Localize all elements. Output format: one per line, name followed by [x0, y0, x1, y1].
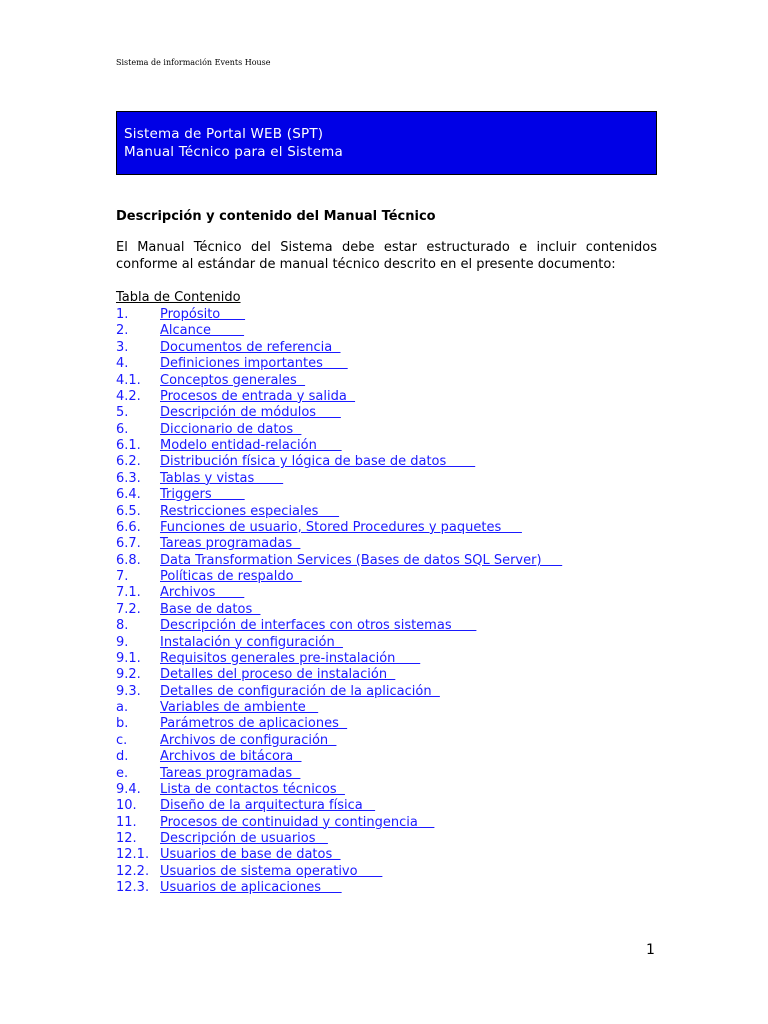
toc-item-label: Tareas programadas	[160, 765, 301, 781]
toc-link[interactable]	[116, 389, 355, 404]
toc-item-number: 7.	[116, 569, 129, 584]
toc-link[interactable]	[116, 733, 336, 748]
toc-link[interactable]	[116, 356, 348, 371]
toc-link[interactable]	[116, 651, 420, 666]
toc-item	[116, 569, 562, 585]
toc-link[interactable]	[116, 536, 300, 551]
table-of-contents	[116, 307, 562, 897]
title-box	[116, 111, 657, 175]
toc-item-number: 7.1.	[116, 585, 141, 601]
toc-item-label: Data Transformation Services (Bases de datos SQL Server)	[160, 552, 563, 568]
toc-item-number: 8.	[116, 618, 129, 634]
toc-link[interactable]	[116, 831, 328, 846]
toc-item-label: Detalles del proceso de instalación	[160, 667, 396, 683]
toc-item-label: Parámetros de aplicaciones	[160, 716, 348, 732]
toc-item-label: Procesos de continuidad y contingencia	[160, 814, 435, 830]
toc-link[interactable]	[116, 569, 302, 584]
toc-item-number: 6.5.	[116, 503, 141, 519]
toc-item-label: Usuarios de sistema operativo	[160, 863, 383, 879]
toc-item-label: Procesos de entrada y salida	[160, 388, 356, 404]
toc-item	[116, 700, 562, 716]
toc-item	[116, 585, 562, 601]
toc-item-number: 12.1.	[116, 847, 150, 863]
toc-item-number: 9.1.	[116, 650, 141, 666]
toc-item-label: Base de datos	[160, 601, 261, 617]
toc-link[interactable]	[116, 602, 260, 617]
toc-link[interactable]	[116, 766, 300, 781]
toc-item-number: c.	[116, 732, 128, 748]
toc-item-number: 12.	[116, 831, 137, 846]
toc-link[interactable]	[116, 864, 382, 879]
toc-item-label: Triggers	[160, 487, 245, 503]
toc-item-label: Descripción de módulos	[160, 405, 341, 421]
toc-item	[116, 323, 562, 339]
toc-link[interactable]	[116, 454, 475, 469]
toc-item-number: 9.	[116, 634, 129, 650]
toc-link[interactable]	[116, 487, 245, 502]
toc-item-number: 1.	[116, 307, 129, 322]
toc-link[interactable]	[116, 438, 342, 453]
toc-item	[116, 651, 562, 667]
toc-item	[116, 422, 562, 438]
toc-item	[116, 356, 562, 372]
toc-item-number: 6.8.	[116, 552, 141, 568]
toc-item	[116, 782, 562, 798]
toc-item-label: Conceptos generales	[160, 372, 306, 388]
toc-item	[116, 307, 562, 323]
toc-item	[116, 749, 562, 765]
toc-item	[116, 815, 562, 831]
intro-paragraph: El Manual Técnico del Sistema debe estar estructurado e incluir contenidos conforme al estándar de manual técnico descrito en el presente documento:	[116, 240, 657, 272]
toc-item-label: Usuarios de aplicaciones	[160, 880, 342, 896]
toc-item	[116, 847, 562, 863]
toc-link[interactable]	[116, 815, 434, 830]
toc-link[interactable]	[116, 585, 244, 600]
toc-item	[116, 880, 562, 896]
toc-item-number: 11.	[116, 814, 137, 830]
toc-item-label: Diseño de la arquitectura física	[160, 798, 376, 814]
toc-item-label: Diccionario de datos	[160, 421, 302, 437]
toc-item-number: 6.3.	[116, 470, 141, 486]
toc-item	[116, 716, 562, 732]
toc-item	[116, 454, 562, 470]
toc-item-label: Documentos de referencia	[160, 339, 341, 355]
toc-item-number: 9.4.	[116, 781, 141, 797]
toc-link[interactable]	[116, 684, 440, 699]
toc-item-label: Alcance	[160, 323, 245, 339]
toc-link[interactable]	[116, 307, 245, 322]
toc-item-label: Detalles de configuración de la aplicación	[160, 683, 440, 699]
toc-link[interactable]	[116, 340, 341, 355]
toc-link[interactable]	[116, 782, 345, 797]
toc-item-number: b.	[116, 716, 129, 732]
toc-link[interactable]	[116, 405, 341, 420]
page-header: Sistema de información Events House	[116, 58, 271, 67]
toc-item-number: 6.7.	[116, 536, 141, 552]
toc-item-number: e.	[116, 765, 129, 781]
toc-item	[116, 766, 562, 782]
toc-item	[116, 667, 562, 683]
toc-item	[116, 536, 562, 552]
document-subtitle: Manual Técnico para el Sistema	[124, 144, 343, 160]
toc-item-label: Descripción de interfaces con otros sistemas	[160, 618, 477, 634]
toc-item	[116, 798, 562, 814]
toc-item	[116, 864, 562, 880]
toc-item	[116, 405, 562, 421]
toc-item-number: 9.3.	[116, 683, 141, 699]
toc-title: Tabla de Contenido	[116, 290, 241, 305]
toc-item-label: Definiciones importantes	[160, 356, 348, 372]
toc-item-number: 12.2.	[116, 863, 150, 879]
toc-item-number: 10.	[116, 798, 137, 814]
toc-link[interactable]	[116, 504, 339, 519]
toc-link[interactable]	[116, 373, 305, 388]
toc-item-number: 3.	[116, 339, 129, 355]
toc-item	[116, 389, 562, 405]
toc-link[interactable]	[116, 749, 302, 764]
toc-item-label: Descripción de usuarios	[160, 831, 328, 846]
toc-item	[116, 831, 562, 847]
toc-item-label: Variables de ambiente	[160, 700, 319, 715]
toc-item-number: a.	[116, 700, 129, 715]
toc-item-label: Restricciones especiales	[160, 503, 340, 519]
toc-item	[116, 733, 562, 749]
section-heading: Descripción y contenido del Manual Técnico	[116, 209, 436, 224]
page-number: 1	[646, 942, 655, 958]
toc-item-label: Funciones de usuario, Stored Procedures y paquetes	[160, 519, 522, 535]
toc-item-number: 4.	[116, 356, 129, 372]
toc-link[interactable]	[116, 667, 395, 682]
toc-item	[116, 340, 562, 356]
toc-item-label: Tareas programadas	[160, 536, 301, 552]
toc-item-label: Usuarios de base de datos	[160, 847, 341, 863]
toc-link[interactable]	[116, 553, 562, 568]
toc-item-label: Lista de contactos técnicos	[160, 781, 345, 797]
toc-item-number: 4.1.	[116, 372, 141, 388]
toc-item-number: 6.1.	[116, 438, 141, 453]
toc-item-label: Archivos	[160, 585, 245, 601]
toc-link[interactable]	[116, 520, 522, 535]
toc-item	[116, 520, 562, 536]
toc-item	[116, 373, 562, 389]
toc-item-number: d.	[116, 749, 129, 765]
toc-item-label: Políticas de respaldo	[160, 569, 302, 584]
toc-item-number: 12.3.	[116, 880, 150, 896]
toc-item-label: Modelo entidad-relación	[160, 438, 342, 453]
toc-link[interactable]	[116, 880, 342, 895]
toc-item-label: Propósito	[160, 307, 246, 322]
toc-item	[116, 487, 562, 503]
toc-item	[116, 438, 562, 454]
toc-item-label: Archivos de configuración	[160, 732, 337, 748]
toc-item	[116, 618, 562, 634]
toc-item-number: 6.6.	[116, 519, 141, 535]
toc-item-number: 6.	[116, 421, 129, 437]
toc-link[interactable]	[116, 618, 476, 633]
toc-item-number: 2.	[116, 323, 129, 339]
toc-item	[116, 553, 562, 569]
toc-item	[116, 602, 562, 618]
toc-link[interactable]	[116, 847, 341, 862]
toc-item	[116, 504, 562, 520]
toc-item-label: Archivos de bitácora	[160, 749, 302, 765]
toc-link[interactable]	[116, 700, 318, 715]
toc-link[interactable]	[116, 798, 375, 813]
toc-item-number: 4.2.	[116, 388, 141, 404]
toc-link[interactable]	[116, 323, 244, 338]
toc-item	[116, 635, 562, 651]
toc-item-label: Distribución física y lógica de base de datos	[160, 454, 476, 470]
toc-link[interactable]	[116, 422, 301, 437]
toc-link[interactable]	[116, 471, 283, 486]
toc-link[interactable]	[116, 635, 343, 650]
toc-item	[116, 684, 562, 700]
toc-item-number: 9.2.	[116, 667, 141, 683]
toc-item-number: 6.4.	[116, 487, 141, 503]
toc-item	[116, 471, 562, 487]
toc-item-number: 7.2.	[116, 601, 141, 617]
toc-item-label: Tablas y vistas	[160, 470, 284, 486]
toc-item-label: Instalación y configuración	[160, 634, 343, 650]
toc-link[interactable]	[116, 716, 347, 731]
toc-item-label: Requisitos generales pre-instalación	[160, 650, 421, 666]
toc-item-number: 6.2.	[116, 454, 141, 470]
document-title: Sistema de Portal WEB (SPT)	[124, 126, 324, 142]
toc-item-number: 5.	[116, 405, 129, 421]
